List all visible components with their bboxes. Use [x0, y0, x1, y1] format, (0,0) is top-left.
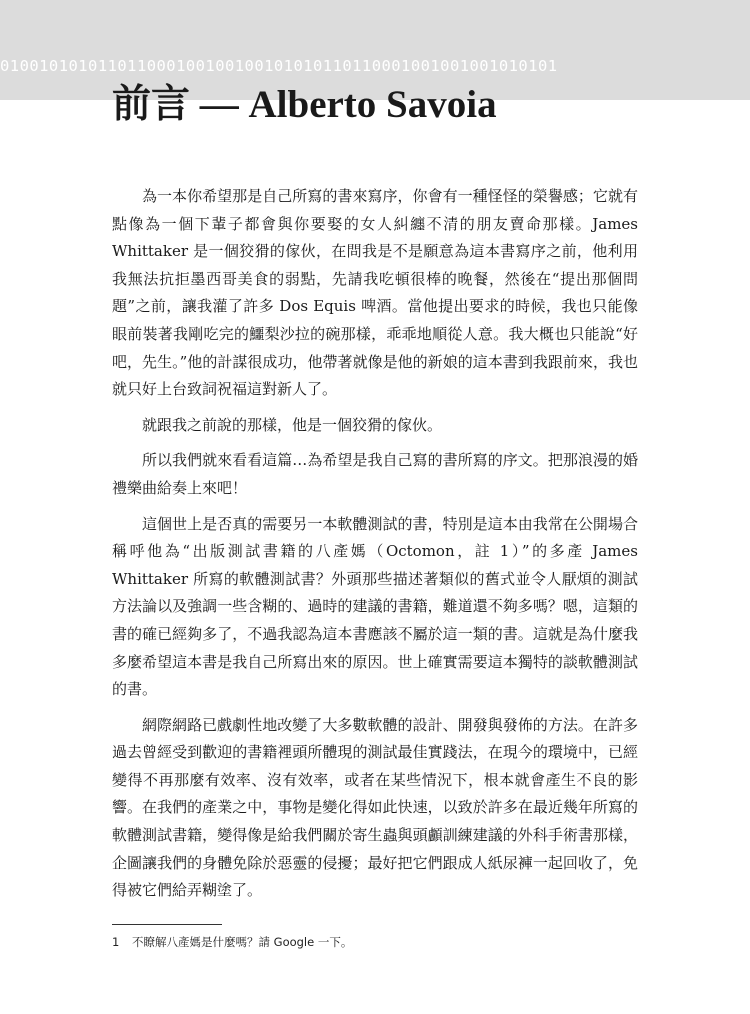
paragraph: 所以我們就來看看這篇…為希望是我自己寫的書所寫的序文。把那浪漫的婚禮樂曲給奏上來吧！: [112, 451, 638, 497]
footnote: [112, 934, 638, 950]
body-text: [112, 183, 638, 913]
footnote-number: 1: [112, 935, 120, 949]
paragraph: 這個世上是否真的需要另一本軟體測試的書，特別是這本由我常在公開場合稱呼他為“出版測試書籍的八產媽（Octomon，註 1）”的多產 James Whittaker 所寫的軟體測試書？外頭那些描述著類似的舊式並令人厭煩的測試方法論以及強調一些含糊的、過時的建議的書籍，難道還不夠多嗎？嗯，這類的書的確已經夠多了，不過我認為這本書應該不屬於這一類的書。這就是為什麼我多麼希望這本書是我自己所寫出來的原因。世上確實需要這本獨特的談軟體測試的書。: [112, 514, 638, 699]
paragraph: 為一本你希望那是自己所寫的書來寫序，你會有一種怪怪的榮譽感；它就有點像為一個下輩子都會與你要娶的女人糾纏不清的朋友賣命那樣。James Whittaker 是一個狡猾的傢伙，在問我是不是願意為這本書寫序之前，他利用我無法抗拒墨西哥美食的弱點，先請我吃頓很棒的晚餐，然後在“提出那個問題”之前，讓我灌了許多 Dos Equis 啤酒。當他提出要求的時候，我也只能像眼前裝著我剛吃完的鱷梨沙拉的碗那樣，乖乖地順從人意。我大概也只能說“好吧，先生。”他的計謀很成功，他帶著就像是他的新娘的這本書到我跟前來，我也就只好上台致詞祝福這對新人了。: [112, 187, 638, 399]
binary-pattern: 010010101011011000100100100101010110110001001001001010101: [0, 57, 558, 75]
footnote-text: 不瞭解八產媽是什麼嗎？請 Google 一下。: [132, 935, 353, 949]
footnote-divider: [112, 924, 222, 925]
page-title: 前言 — Alberto Savoia: [112, 83, 497, 126]
paragraph: 就跟我之前說的那樣，他是一個狡猾的傢伙。: [142, 415, 443, 434]
paragraph: 網際網路已戲劇性地改變了大多數軟體的設計、開發與發佈的方法。在許多過去曾經受到歡迎的書籍裡頭所體現的測試最佳實踐法，在現今的環境中，已經變得不再那麼有效率、沒有效率，或者在某些情況下，根本就會產生不良的影響。在我們的產業之中，事物是變化得如此快速，以致於許多在最近幾年所寫的軟體測試書籍，變得像是給我們關於寄生蟲與頭顱訓練建議的外科手術書那樣，企圖讓我們的身體免除於惡靈的侵擾；最好把它們跟成人紙尿褲一起回收了，免得被它們給弄糊塗了。: [112, 715, 638, 900]
